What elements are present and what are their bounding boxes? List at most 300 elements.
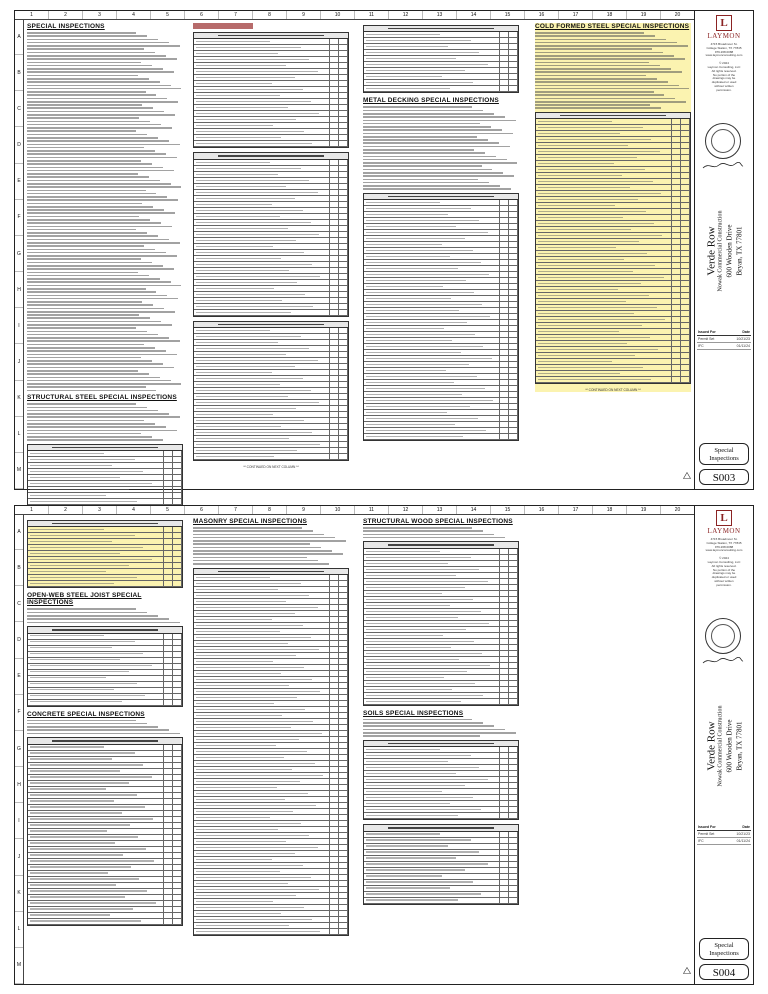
- firm-address-line: www.laymonconsulting.com: [705, 53, 743, 58]
- note-line: [27, 413, 169, 415]
- note-line: [27, 618, 169, 620]
- note-line: [27, 615, 158, 617]
- note-line: [535, 98, 675, 100]
- note-line: [27, 357, 141, 359]
- note-line: [27, 295, 167, 297]
- note-line: [27, 350, 166, 352]
- issue-header-date: Date: [742, 330, 750, 334]
- firm-info: [699, 538, 749, 588]
- issue-header-label: Issued For: [698, 825, 716, 829]
- table-row: [194, 310, 348, 316]
- grid-row-label: A: [15, 19, 23, 55]
- note-line: [27, 71, 174, 73]
- table-row: [364, 434, 518, 440]
- grid-row-label: I: [15, 803, 23, 839]
- project-info: [699, 191, 749, 311]
- note-line: [27, 407, 147, 409]
- note-line: [535, 81, 668, 83]
- inspection-table: [193, 321, 349, 461]
- grid-column-label: 9: [287, 11, 321, 19]
- project-name: Verde Row: [705, 226, 717, 276]
- note-line: [27, 301, 142, 303]
- note-line: [27, 311, 175, 313]
- sheet-content: [27, 23, 691, 485]
- note-line: [363, 129, 502, 131]
- grid-column-label: 6: [185, 11, 219, 19]
- note-line: [535, 94, 664, 96]
- grid-row-label: G: [15, 731, 23, 767]
- highlight-mark: [193, 23, 253, 29]
- note-line: [27, 242, 180, 244]
- grid-column-label: 18: [593, 11, 627, 19]
- issue-label: Permit Set: [698, 337, 715, 341]
- note-line: [27, 403, 136, 405]
- note-line: [27, 410, 158, 412]
- note-line: [27, 209, 164, 211]
- note-line: [27, 186, 181, 188]
- note-line: [27, 94, 156, 96]
- note-line: [27, 206, 153, 208]
- note-line: [27, 173, 138, 175]
- firm-address-line: College Station, TX 77845: [706, 45, 742, 50]
- section-title: MASONRY SPECIAL INSPECTIONS: [193, 518, 307, 525]
- grid-column-label: 20: [661, 11, 695, 19]
- grid-column-label: 8: [253, 11, 287, 19]
- grid-row-label: L: [15, 417, 23, 453]
- note-line: [27, 726, 158, 728]
- inspection-table: [27, 520, 183, 588]
- note-line: [27, 324, 172, 326]
- column-1: [27, 518, 183, 980]
- note-line: [27, 331, 147, 333]
- note-line: [27, 337, 169, 339]
- note-line: [27, 190, 146, 192]
- note-line: [27, 144, 180, 146]
- revision-triangle-icon: [683, 967, 691, 974]
- grid-column-label: 1: [15, 506, 49, 514]
- note-line: [27, 193, 156, 195]
- note-line: [193, 557, 307, 559]
- note-line: [27, 377, 160, 379]
- grid-column-label: 4: [117, 11, 151, 19]
- revision-triangle-icon: [683, 472, 691, 479]
- issue-date: 10/21/23: [736, 832, 750, 836]
- grid-row-label: C: [15, 91, 23, 127]
- note-line: [363, 175, 514, 177]
- note-line: [535, 101, 686, 103]
- issue-label: Permit Set: [698, 832, 715, 836]
- note-line: [27, 114, 175, 116]
- engineer-seal-icon: [705, 123, 741, 159]
- note-line: [27, 170, 174, 172]
- grid-column-label: 11: [355, 506, 389, 514]
- note-line: [363, 152, 485, 154]
- grid-column-label: 19: [627, 11, 661, 19]
- note-line: [363, 133, 513, 135]
- note-line: [27, 321, 161, 323]
- note-line: [27, 104, 142, 106]
- note-line: [27, 153, 166, 155]
- note-line: [363, 735, 480, 737]
- note-line: [27, 314, 139, 316]
- note-line: [27, 285, 181, 287]
- note-line: [27, 281, 171, 283]
- note-line: [27, 137, 158, 139]
- note-line: [27, 386, 146, 388]
- note-line: [27, 423, 155, 425]
- grid-row-label: L: [15, 912, 23, 948]
- note-line: [27, 383, 181, 385]
- note-line: [27, 354, 177, 356]
- grid-row-label: I: [15, 308, 23, 344]
- project-client: Nowak Commercial Construction: [717, 210, 723, 292]
- inspection-table: [363, 193, 519, 441]
- note-line: [535, 39, 666, 41]
- column-2: [193, 23, 349, 485]
- note-line: [193, 560, 318, 562]
- note-line: [27, 612, 147, 614]
- note-line: [535, 85, 679, 87]
- note-line: [27, 140, 169, 142]
- note-line: [363, 165, 482, 167]
- note-line: [27, 258, 141, 260]
- note-line: [363, 136, 477, 138]
- column-3: [363, 23, 519, 485]
- note-line: [363, 172, 503, 174]
- grid-column-label: 7: [219, 11, 253, 19]
- grid-row-label: B: [15, 55, 23, 91]
- note-line: [27, 62, 141, 64]
- note-line: [27, 252, 166, 254]
- note-line: [27, 430, 177, 432]
- project-address: 600 Wooden Drive: [725, 719, 733, 773]
- note-line: [27, 203, 142, 205]
- grid-column-label: 18: [593, 506, 627, 514]
- firm-logo: [699, 510, 749, 534]
- copyright-line: duplicated or used: [711, 575, 737, 580]
- note-line: [27, 226, 172, 228]
- note-line: [27, 373, 149, 375]
- note-line: [27, 439, 163, 441]
- project-address: 600 Wooden Drive: [725, 224, 733, 278]
- note-line: [535, 68, 671, 70]
- note-line: [27, 32, 136, 34]
- copyright-line: © 2024: [719, 556, 729, 561]
- note-line: [363, 156, 496, 158]
- column-grid: [15, 11, 695, 20]
- note-line: [193, 563, 329, 565]
- note-line: [27, 180, 160, 182]
- note-line: [27, 212, 175, 214]
- note-line: [535, 55, 674, 57]
- note-line: [27, 229, 136, 231]
- note-line: [27, 360, 152, 362]
- note-line: [193, 540, 346, 542]
- note-line: [27, 340, 180, 342]
- grid-column-label: 20: [661, 506, 695, 514]
- engineer-seal-icon: [705, 618, 741, 654]
- firm-info: [699, 43, 749, 93]
- note-line: [27, 81, 160, 83]
- note-line: [27, 720, 136, 722]
- project-client: Nowak Commercial Construction: [717, 705, 723, 787]
- note-line: [193, 537, 335, 539]
- note-line: [193, 547, 321, 549]
- note-line: [27, 272, 138, 274]
- issue-table: [697, 329, 751, 350]
- note-line: [27, 433, 141, 435]
- note-line: [363, 722, 483, 724]
- note-line: [27, 107, 153, 109]
- note-line: [27, 729, 169, 731]
- note-line: [27, 130, 136, 132]
- note-line: [27, 278, 160, 280]
- column-1: [27, 23, 183, 485]
- note-line: [363, 527, 472, 529]
- note-line: [535, 35, 655, 37]
- sheet-title: Special Inspections: [699, 938, 749, 960]
- inspection-table: [193, 152, 349, 316]
- note-line: [27, 416, 180, 418]
- note-line: [27, 55, 166, 57]
- note-line: [363, 725, 494, 727]
- column-grid: [15, 506, 695, 515]
- note-line: [535, 75, 646, 77]
- firm-name: LAYMON: [707, 527, 741, 535]
- firm-address-line: College Station, TX 77845: [706, 540, 742, 545]
- column-4: [535, 23, 691, 485]
- note-line: [27, 65, 152, 67]
- grid-column-label: 2: [49, 11, 83, 19]
- notes-block: [193, 527, 349, 565]
- note-line: [535, 58, 685, 60]
- note-line: [27, 52, 155, 54]
- firm-address-line: 4715 Broadmoor St.: [710, 42, 738, 46]
- section-title: SPECIAL INSPECTIONS: [27, 23, 105, 30]
- note-line: [535, 48, 652, 50]
- note-line: [27, 723, 147, 725]
- grid-column-label: 2: [49, 506, 83, 514]
- note-line: [27, 334, 158, 336]
- grid-row-label: J: [15, 344, 23, 380]
- issue-label: IFC: [698, 839, 704, 843]
- notes-block: [27, 32, 183, 391]
- issue-date: 10/21/23: [736, 337, 750, 341]
- issue-header-date: Date: [742, 825, 750, 829]
- grid-column-label: 14: [457, 506, 491, 514]
- grid-row-label: G: [15, 236, 23, 272]
- inspection-table: [27, 626, 183, 706]
- note-line: [27, 245, 144, 247]
- note-line: [363, 162, 517, 164]
- issue-header-label: Issued For: [698, 330, 716, 334]
- grid-column-label: 16: [525, 506, 559, 514]
- note-line: [535, 32, 644, 34]
- note-line: [363, 149, 474, 151]
- firm-logo: [699, 15, 749, 39]
- note-line: [363, 185, 500, 187]
- table-row: [28, 700, 182, 706]
- note-line: [27, 124, 161, 126]
- grid-row-label: H: [15, 272, 23, 308]
- table-row: [28, 581, 182, 587]
- note-line: [363, 146, 510, 148]
- note-line: [535, 42, 677, 44]
- grid-row-label: E: [15, 659, 23, 695]
- notes-block: [27, 403, 183, 441]
- grid-row-label: F: [15, 200, 23, 236]
- note-line: [27, 275, 149, 277]
- copyright-line: All rights reserved.: [711, 68, 737, 73]
- note-line: [363, 179, 478, 181]
- note-line: [27, 45, 180, 47]
- note-line: [27, 42, 169, 44]
- note-line: [27, 390, 156, 392]
- grid-column-label: 6: [185, 506, 219, 514]
- note-line: [27, 344, 144, 346]
- table-row: [364, 699, 518, 705]
- note-line: [27, 347, 155, 349]
- grid-column-label: 1: [15, 11, 49, 19]
- inspection-table: [363, 25, 519, 93]
- note-line: [363, 719, 472, 721]
- grid-column-label: 13: [423, 506, 457, 514]
- issue-table: [697, 824, 751, 845]
- note-line: [27, 101, 178, 103]
- grid-row-label: B: [15, 550, 23, 586]
- highlighted-section: [535, 23, 691, 392]
- copyright-line: Laymon Consulting, LLC: [707, 559, 741, 564]
- grid-column-label: 4: [117, 506, 151, 514]
- note-line: [27, 183, 171, 185]
- note-line: [27, 160, 141, 162]
- grid-column-label: 15: [491, 506, 525, 514]
- grid-column-label: 15: [491, 11, 525, 19]
- section-title: STRUCTURAL STEEL SPECIAL INSPECTIONS: [27, 394, 177, 402]
- note-line: [363, 120, 516, 122]
- note-line: [27, 426, 166, 428]
- notes-block: [27, 720, 183, 735]
- note-line: [27, 68, 163, 70]
- note-line: [535, 65, 660, 67]
- notes-block: [363, 527, 519, 538]
- grid-column-label: 3: [83, 11, 117, 19]
- note-line: [27, 78, 149, 80]
- section-title: CONCRETE SPECIAL INSPECTIONS: [27, 710, 145, 718]
- inspection-table: [363, 541, 519, 705]
- firm-name: LAYMON: [707, 32, 741, 40]
- copyright-line: drawings may be: [712, 76, 736, 81]
- note-line: [363, 142, 499, 144]
- sheet-content: [27, 518, 691, 980]
- note-line: [27, 147, 144, 149]
- notes-block: [535, 32, 691, 109]
- note-line: [27, 380, 171, 382]
- note-line: [363, 530, 483, 532]
- note-line: [27, 117, 139, 119]
- note-line: [27, 232, 147, 234]
- grid-row-label: M: [15, 948, 23, 984]
- note-line: [27, 157, 177, 159]
- note-line: [27, 265, 163, 267]
- note-line: [27, 370, 138, 372]
- grid-row-label: H: [15, 767, 23, 803]
- inspection-table: [193, 32, 349, 148]
- note-line: [363, 113, 494, 115]
- note-line: [27, 367, 174, 369]
- note-line: [27, 216, 139, 218]
- note-line: [27, 167, 163, 169]
- note-line: [363, 537, 505, 539]
- note-line: [27, 58, 177, 60]
- note-line: [363, 182, 489, 184]
- logo-mark-icon: L: [716, 510, 732, 526]
- note-line: [193, 550, 332, 552]
- grid-column-label: 5: [151, 11, 185, 19]
- grid-column-label: 8: [253, 506, 287, 514]
- note-line: [535, 104, 650, 106]
- inspection-table: [27, 737, 183, 925]
- grid-column-label: 10: [321, 11, 355, 19]
- table-row: [194, 454, 348, 460]
- title-block: [694, 506, 753, 984]
- copyright-line: permission.: [716, 582, 732, 587]
- table-row: [194, 929, 348, 935]
- note-line: [535, 62, 649, 64]
- grid-row-label: J: [15, 839, 23, 875]
- note-line: [27, 39, 158, 41]
- copyright-line: without written: [714, 578, 734, 583]
- grid-column-label: 5: [151, 506, 185, 514]
- note-line: [193, 534, 324, 536]
- note-line: [363, 729, 505, 731]
- sheet-number: S004: [699, 964, 749, 980]
- row-grid: [15, 19, 24, 489]
- note-line: [27, 163, 152, 165]
- note-line: [535, 107, 661, 109]
- grid-row-label: K: [15, 381, 23, 417]
- project-city: Bryan, TX 77801: [735, 226, 743, 276]
- note-line: [27, 298, 178, 300]
- note-line: [27, 219, 150, 221]
- note-line: [27, 127, 172, 129]
- inspection-table: [363, 740, 519, 820]
- firm-address-line: 979.268.0088: [714, 49, 734, 54]
- note-line: [27, 91, 146, 93]
- grid-column-label: 16: [525, 11, 559, 19]
- note-line: [27, 85, 171, 87]
- copyright-line: Laymon Consulting, LLC: [707, 64, 741, 69]
- firm-address-line: www.laymonconsulting.com: [705, 548, 743, 553]
- continued-note: ** CONTINUED ON NEXT COLUMN **: [585, 388, 641, 393]
- note-line: [27, 134, 147, 136]
- section-title: METAL DECKING SPECIAL INSPECTIONS: [363, 97, 499, 105]
- grid-column-label: 17: [559, 506, 593, 514]
- note-line: [27, 308, 164, 310]
- note-line: [363, 188, 511, 190]
- column-4: [535, 518, 691, 980]
- grid-row-label: C: [15, 586, 23, 622]
- table-row: [536, 377, 690, 383]
- note-line: [535, 91, 654, 93]
- table-row: [28, 919, 182, 925]
- section-title: OPEN-WEB STEEL JOIST SPECIAL INSPECTIONS: [27, 592, 142, 607]
- note-line: [27, 88, 181, 90]
- note-line: [27, 98, 167, 100]
- note-line: [27, 268, 174, 270]
- project-name: Verde Row: [705, 721, 717, 771]
- table-row: [364, 898, 518, 904]
